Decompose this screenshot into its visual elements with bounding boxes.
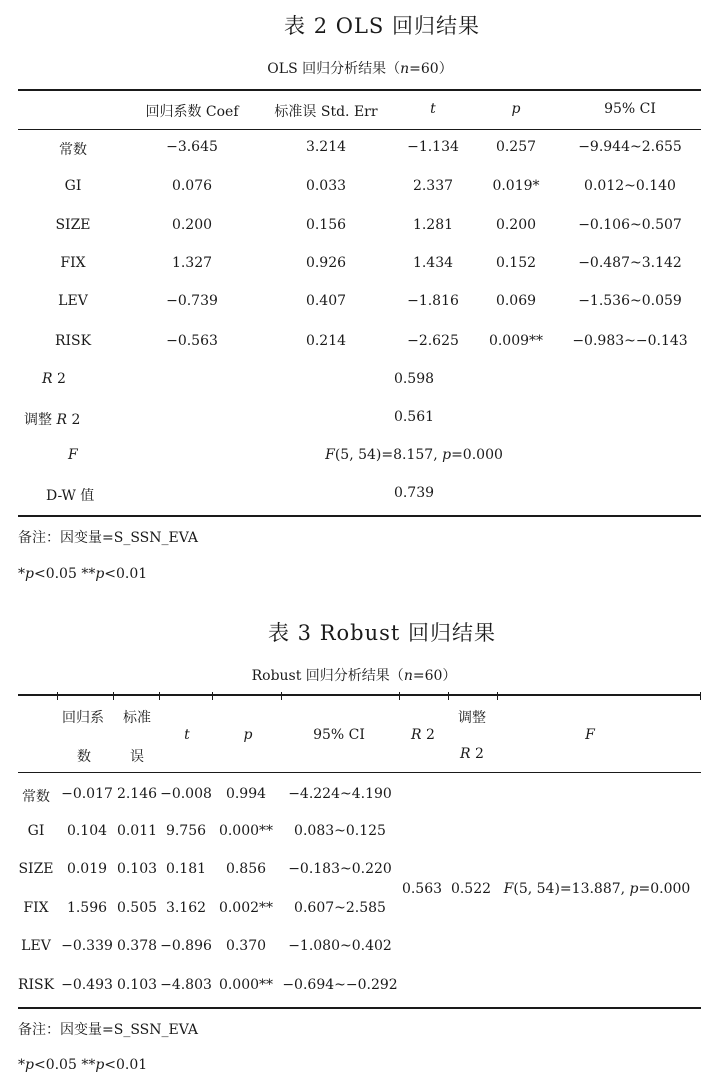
table2-cell: 常数 xyxy=(59,142,87,158)
table3-cell: 0.103 xyxy=(116,977,158,993)
table3-header-coef-1: 回归系 xyxy=(62,710,104,726)
table2-cell: −2.625 xyxy=(407,333,459,349)
table3-cell: −0.183~0.220 xyxy=(288,861,392,877)
table2-cell: GI xyxy=(64,178,82,194)
table3-cell: −1.080~0.402 xyxy=(288,938,392,954)
table2-stat-label: F xyxy=(68,447,78,463)
table3-cell: 0.370 xyxy=(225,938,267,954)
table2-cell: 0.076 xyxy=(171,178,213,194)
table3-cell: 0.378 xyxy=(116,938,158,954)
column-tick xyxy=(113,692,114,700)
table3-bottom-rule xyxy=(18,1007,701,1009)
table2-header-se: 标准误 Std. Err xyxy=(274,104,378,120)
table2-stat-label: 调整 R 2 xyxy=(24,412,81,428)
table2-cell: −0.563 xyxy=(166,333,218,349)
table2-header-ci: 95% CI xyxy=(604,101,656,117)
table2-cell: 0.156 xyxy=(305,217,347,233)
table3-cell: 0.607~2.585 xyxy=(294,900,386,916)
table2-cell: 0.009** xyxy=(488,333,544,349)
column-tick xyxy=(497,692,498,700)
table3-note: 备注：因变量=S_SSN_EVA xyxy=(18,1022,198,1038)
table2-stat-value: 0.598 xyxy=(393,371,435,387)
table3-top-rule xyxy=(18,694,701,696)
column-tick xyxy=(281,692,282,700)
table3-cell: 3.162 xyxy=(165,900,207,916)
table3-f-value: F(5, 54)=13.887, p=0.000 xyxy=(503,881,691,897)
table3-cell: FIX xyxy=(23,900,49,916)
table3-cell: 0.856 xyxy=(225,861,267,877)
table2-stat-value: 0.561 xyxy=(393,409,435,425)
table3-cell: −0.017 xyxy=(61,786,113,802)
table3-header-f: F xyxy=(585,727,595,743)
table2-header-rule xyxy=(18,129,701,130)
table3-r2-value: 0.563 xyxy=(401,881,443,897)
table2-cell: −9.944~2.655 xyxy=(578,139,682,155)
table2-cell: 0.152 xyxy=(495,255,537,271)
table2-bottom-rule xyxy=(18,515,701,517)
table2-cell: 1.327 xyxy=(171,255,213,271)
table2-top-rule xyxy=(18,89,701,91)
table3-header-r2: R 2 xyxy=(411,727,435,743)
table3-header-adj-1: 调整 xyxy=(458,710,486,726)
table3-cell: 常数 xyxy=(22,789,50,805)
table2-cell: −0.983~−0.143 xyxy=(572,333,688,349)
table3-cell: 9.756 xyxy=(165,823,207,839)
table2-significance: *p<0.05 **p<0.01 xyxy=(18,566,148,582)
table2-cell: 1.281 xyxy=(412,217,454,233)
table2-stat-value: 0.739 xyxy=(393,485,435,501)
table3-header-adj-2: R 2 xyxy=(460,746,484,762)
table2-title: 表 2 OLS 回归结果 xyxy=(284,14,480,38)
table3-cell: 0.181 xyxy=(165,861,207,877)
table2-cell: −1.134 xyxy=(407,139,459,155)
table2-cell: 3.214 xyxy=(305,139,347,155)
column-tick xyxy=(700,692,701,700)
table2-cell: 0.214 xyxy=(305,333,347,349)
table2-header-coef: 回归系数 Coef xyxy=(145,104,239,120)
table2-cell: −1.536~0.059 xyxy=(578,293,682,309)
table2-stat-label: D-W 值 xyxy=(46,488,95,504)
table3-cell: −0.339 xyxy=(61,938,113,954)
table2-subtitle: OLS 回归分析结果（n=60） xyxy=(267,61,453,77)
table2-cell: 0.200 xyxy=(171,217,213,233)
table3-subtitle: Robust 回归分析结果（n=60） xyxy=(251,668,457,684)
table2-note: 备注：因变量=S_SSN_EVA xyxy=(18,530,198,546)
table3-cell: −0.008 xyxy=(160,786,212,802)
column-tick xyxy=(159,692,160,700)
table3-header-t: t xyxy=(184,727,190,743)
table3-cell: −0.896 xyxy=(160,938,212,954)
table3-cell: 0.083~0.125 xyxy=(294,823,386,839)
table3-cell: 0.019 xyxy=(66,861,108,877)
table3-header-se-1: 标准 xyxy=(123,710,151,726)
table3-cell: −4.224~4.190 xyxy=(288,786,392,802)
table3-cell: 0.505 xyxy=(116,900,158,916)
table3-adj-r2-value: 0.522 xyxy=(450,881,492,897)
table3-cell: LEV xyxy=(21,938,51,954)
table3-cell: GI xyxy=(27,823,45,839)
table2-cell: −3.645 xyxy=(166,139,218,155)
table2-cell: LEV xyxy=(58,293,88,309)
table3-header-ci: 95% CI xyxy=(313,727,365,743)
table2-cell: FIX xyxy=(60,255,86,271)
table3-cell: −0.493 xyxy=(61,977,113,993)
table3-cell: 0.994 xyxy=(225,786,267,802)
table2-cell: 2.337 xyxy=(412,178,454,194)
table2-cell: 1.434 xyxy=(412,255,454,271)
table3-cell: −4.803 xyxy=(160,977,212,993)
table2-stat-value: F(5, 54)=8.157, p=0.000 xyxy=(325,447,503,463)
table3-cell: 2.146 xyxy=(116,786,158,802)
table3-cell: 0.000** xyxy=(218,977,274,993)
table3-cell: 0.000** xyxy=(218,823,274,839)
table2-cell: RISK xyxy=(54,333,92,349)
table2-cell: −1.816 xyxy=(407,293,459,309)
table3-cell: 0.002** xyxy=(218,900,274,916)
table2-cell: −0.739 xyxy=(166,293,218,309)
table3-significance: *p<0.05 **p<0.01 xyxy=(18,1057,148,1073)
table2-cell: 0.069 xyxy=(495,293,537,309)
table2-cell: 0.033 xyxy=(305,178,347,194)
table2-cell: 0.019* xyxy=(492,178,540,194)
table3-title: 表 3 Robust 回归结果 xyxy=(267,621,497,645)
table3-header-rule xyxy=(18,772,701,773)
table2-header-p: p xyxy=(511,101,521,117)
table2-cell: −0.106~0.507 xyxy=(578,217,682,233)
table3-cell: 0.103 xyxy=(116,861,158,877)
table3-cell: RISK xyxy=(17,977,55,993)
table2-cell: 0.257 xyxy=(495,139,537,155)
table3-header-p: p xyxy=(243,727,253,743)
table2-header-t: t xyxy=(430,101,436,117)
table3-header-coef-2: 数 xyxy=(77,749,91,765)
table2-cell: 0.926 xyxy=(305,255,347,271)
table2-cell: SIZE xyxy=(55,217,91,233)
table3-cell: SIZE xyxy=(18,861,54,877)
column-tick xyxy=(448,692,449,700)
table2-stat-label: R 2 xyxy=(42,371,66,387)
table3-cell: −0.694~−0.292 xyxy=(282,977,398,993)
table3-cell: 1.596 xyxy=(66,900,108,916)
table2-cell: 0.407 xyxy=(305,293,347,309)
table3-header-se-2: 误 xyxy=(130,749,144,765)
column-tick xyxy=(399,692,400,700)
column-tick xyxy=(212,692,213,700)
table2-cell: 0.200 xyxy=(495,217,537,233)
table3-cell: 0.011 xyxy=(116,823,158,839)
table2-cell: 0.012~0.140 xyxy=(584,178,676,194)
table2-cell: −0.487~3.142 xyxy=(578,255,682,271)
column-tick xyxy=(57,692,58,700)
table3-cell: 0.104 xyxy=(66,823,108,839)
